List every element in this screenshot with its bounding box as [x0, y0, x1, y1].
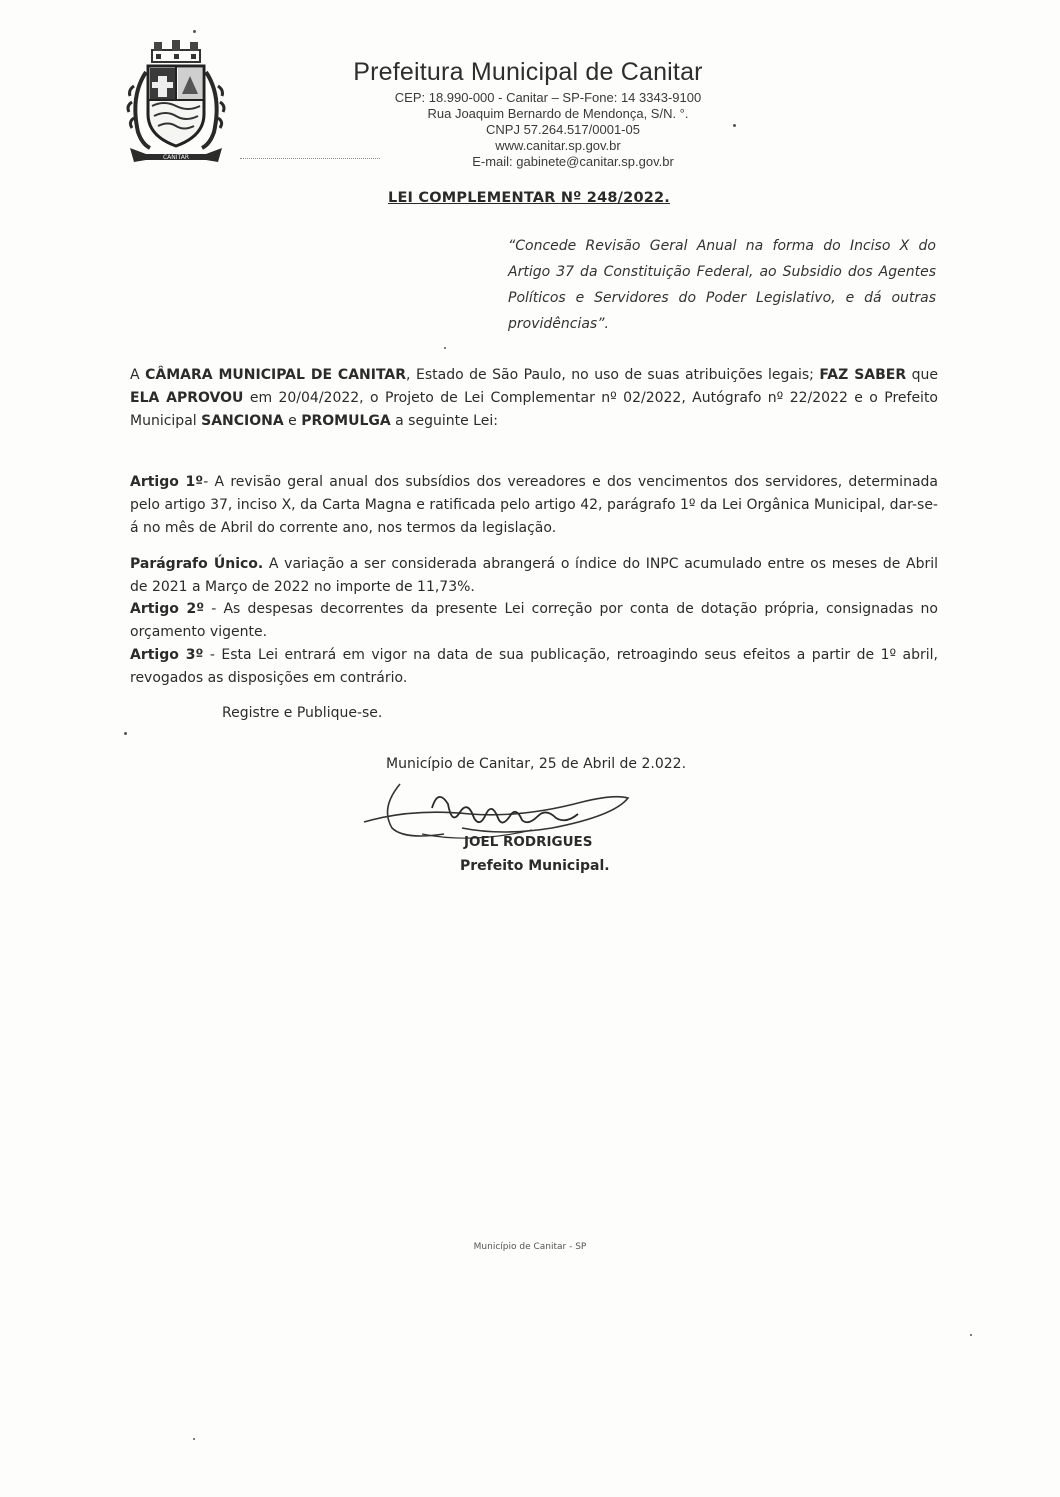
article-1-text: - A revisão geral anual dos subsídios dos vereadores e dos vencimentos dos servidores, determinada pelo artigo 37, inciso X, da Carta Magna e ratificada pelo artigo 42, parágrafo 1º da Lei Orgânica Municipal, dar-se-á no mês de Abril do corrente ano, nos termos da legislação.: [130, 474, 938, 536]
municipal-coat-of-arms-icon: [120, 36, 232, 168]
scan-speck: [970, 1334, 972, 1336]
article-2-label: Artigo 2º: [130, 601, 205, 617]
letterhead: [318, 58, 738, 170]
crest-motto: CANITAR: [162, 154, 190, 161]
org-name: Prefeitura Municipal de Canitar: [353, 58, 703, 86]
org-address: Rua Joaquim Bernardo de Mendonça, S/N. °.: [427, 106, 689, 121]
scan-speck: [193, 1438, 195, 1440]
article-2-text: - As despesas decorrentes da presente Lei correção por conta de dotação própria, consignadas no orçamento vigente.: [130, 601, 938, 640]
chamber-name: CÂMARA MUNICIPAL DE CANITAR: [145, 367, 407, 383]
sole-paragraph: [130, 553, 938, 599]
article-3: [130, 644, 938, 690]
org-cnpj: CNPJ 57.264.517/0001-05: [486, 122, 640, 137]
org-website: www.canitar.sp.gov.br: [495, 138, 621, 153]
law-title: LEI COMPLEMENTAR Nº 248/2022.: [388, 190, 671, 206]
scan-speck: [193, 30, 196, 33]
scan-speck: [444, 347, 446, 349]
scan-speck: [124, 732, 127, 735]
article-1: [130, 471, 938, 540]
sole-paragraph-text: A variação a ser considerada abrangerá o índice do INPC acumulado entre os meses de Abril de 2021 a Março de 2022 no importe de 11,73%.: [130, 556, 938, 595]
header-divider: [240, 158, 380, 159]
preamble-paragraph: A CÂMARA MUNICIPAL DE CANITAR, Estado de São Paulo, no uso de suas atribuições legais; FAZ SABER que ELA APROVOU em 20/04/2022, o Projeto de Lei Complementar nº 02/2022, Autógrafo nº 22/2022 e o Prefeito Municipal SANCIONA e PROMULGA a seguinte Lei:: [130, 367, 939, 429]
article-3-text: - Esta Lei entrará em vigor na data de sua publicação, retroagindo seus efeitos a partir de 1º abril, revogados as disposições em contrário.: [130, 647, 938, 686]
law-summary: “Concede Revisão Geral Anual na forma do Inciso X do Artigo 37 da Constituição Federal, ao Subsidio dos Agentes Políticos e Servidores do Poder Legislativo, e dá outras providências”.: [508, 238, 936, 332]
article-2: [130, 598, 938, 644]
article-1-label: Artigo 1º: [130, 474, 204, 490]
page-footer: Município de Canitar - SP: [473, 1242, 587, 1252]
org-cep-phone: CEP: 18.990-000 - Canitar – SP-Fone: 14 3343-9100: [394, 90, 702, 105]
article-3-label: Artigo 3º: [130, 647, 204, 663]
closing-formula: Registre e Publique-se.: [222, 705, 383, 721]
signer-role: Prefeito Municipal.: [460, 858, 610, 874]
scan-speck: [733, 124, 736, 127]
signer-name: JOEL RODRIGUES: [464, 834, 593, 850]
place-date: Município de Canitar, 25 de Abril de 2.022.: [386, 756, 687, 772]
org-email: E-mail: gabinete@canitar.sp.gov.br: [472, 154, 674, 169]
sole-paragraph-label: Parágrafo Único.: [130, 556, 264, 572]
